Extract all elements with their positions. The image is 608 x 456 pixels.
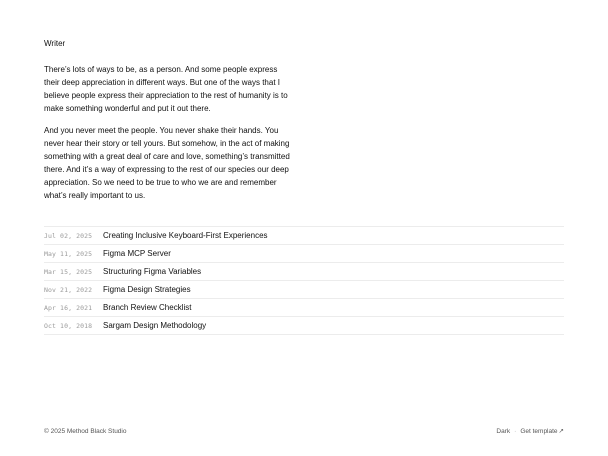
post-date: Mar 15, 2025 (44, 267, 93, 276)
post-row[interactable] (44, 227, 564, 245)
post-date: Oct 10, 2018 (44, 321, 93, 330)
get-template-label: Get template (520, 428, 558, 435)
arrow-up-right-icon: ↗ (558, 428, 564, 435)
copyright: © 2025 Method Black Studio (44, 428, 127, 435)
theme-toggle-button[interactable]: Dark (496, 428, 511, 435)
post-date: May 11, 2025 (44, 249, 93, 258)
main-content (44, 38, 564, 211)
post-title-link[interactable]: Sargam Design Methodology (103, 321, 207, 330)
post-row[interactable] (44, 299, 564, 317)
bio-paragraph: And you never meet the people. You never shake their hands. You never hear their story or tell yours. But somehow, in the act of making something with a great deal of care and love, something’s transmitted there. And it’s a way of expressing to the rest of our species our deep appreciation. So we need to be true to who we are and remember what’s really important to us. (44, 126, 290, 200)
post-date: Jul 02, 2025 (44, 231, 93, 240)
footer (44, 427, 564, 437)
bio-paragraph: There’s lots of ways to be, as a person. And some people express their deep appreciation in different ways. But one of the ways that I believe people express their appreciation to the rest of humanity is to make something wonderful and put it out there. (44, 65, 288, 113)
footer-actions (496, 427, 564, 437)
post-row[interactable] (44, 317, 564, 335)
bio (44, 63, 564, 202)
post-list (44, 226, 564, 335)
post-title-link[interactable]: Structuring Figma Variables (103, 267, 202, 276)
footer-separator: · (514, 428, 517, 435)
post-title-link[interactable]: Branch Review Checklist (103, 303, 192, 312)
post-date: Apr 16, 2021 (44, 303, 93, 312)
post-row[interactable] (44, 245, 564, 263)
post-title-link[interactable]: Creating Inclusive Keyboard-First Experiences (103, 231, 268, 240)
post-date: Nov 21, 2022 (44, 285, 93, 294)
post-title-link[interactable]: Figma Design Strategies (103, 285, 191, 294)
post-row[interactable] (44, 281, 564, 299)
role-label: Writer (44, 39, 66, 48)
post-title-link[interactable]: Figma MCP Server (103, 249, 171, 258)
get-template-link[interactable] (520, 427, 564, 437)
post-row[interactable] (44, 263, 564, 281)
